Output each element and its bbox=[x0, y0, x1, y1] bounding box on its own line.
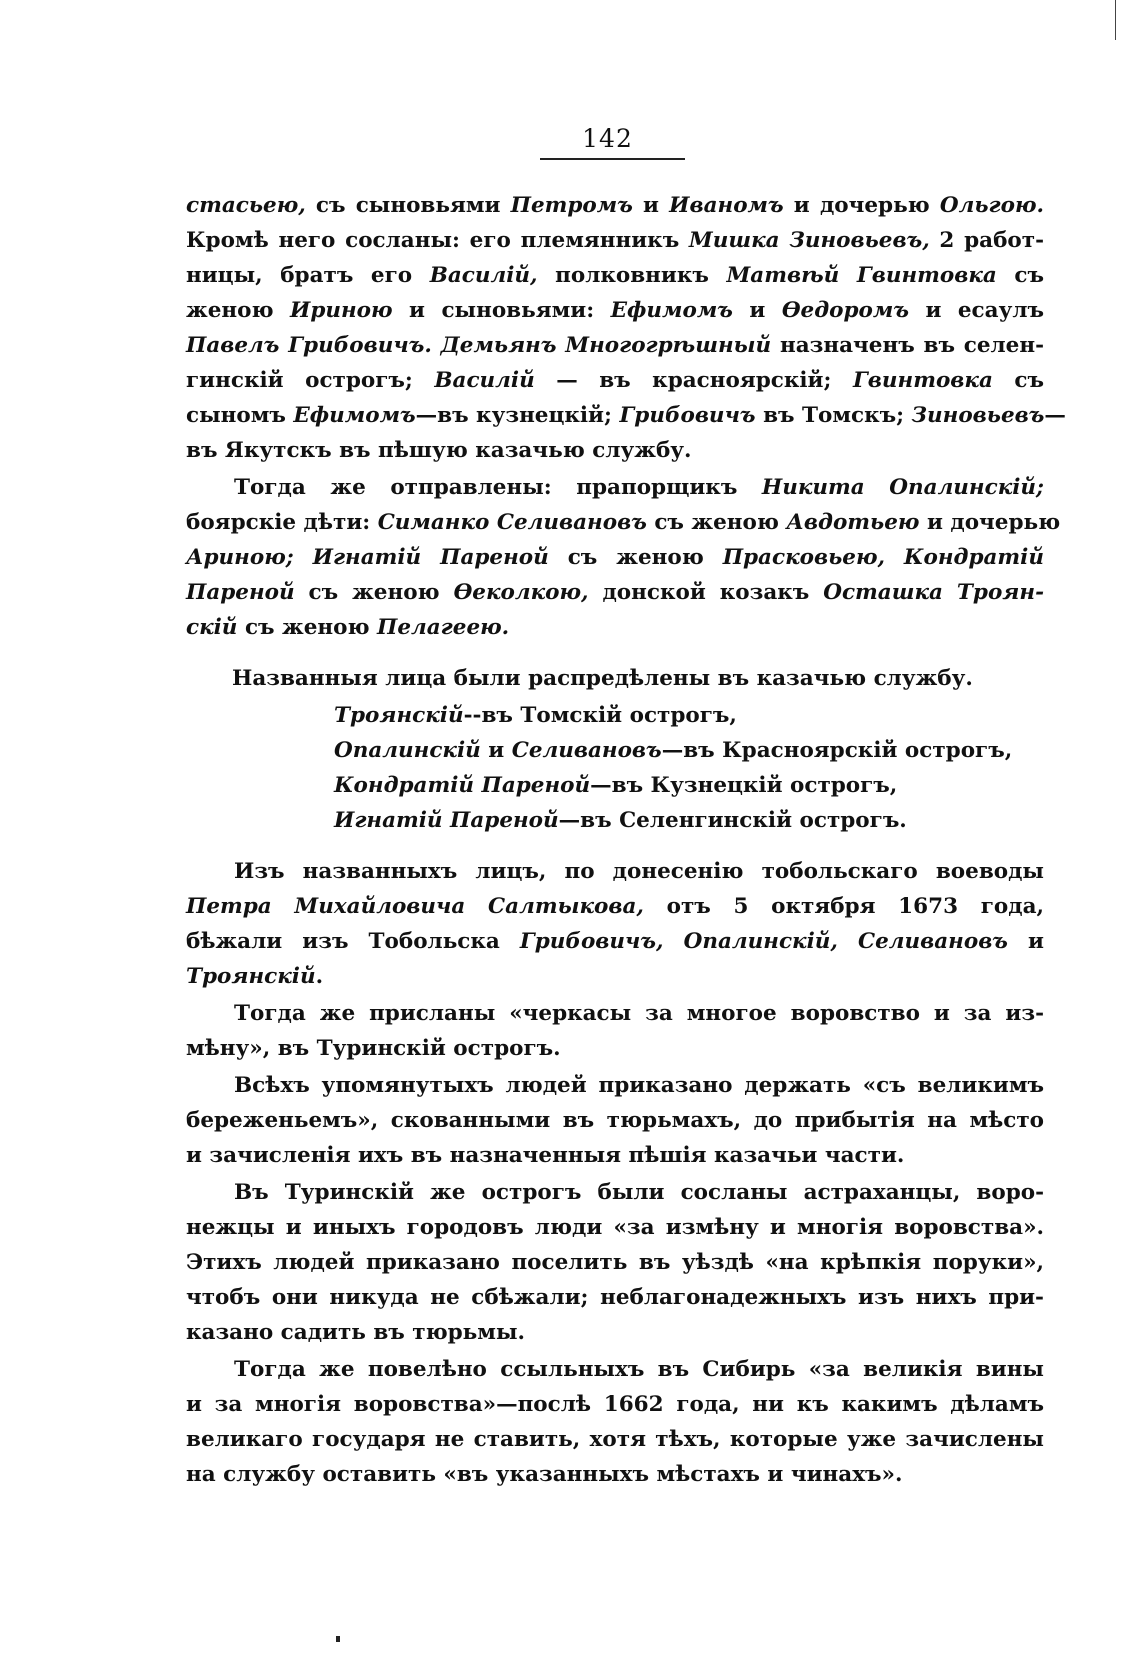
text-line: сыномъ Ефимомъ—въ кузнецкій; Грибовичъ въ Томскъ; Зиновьевъ— bbox=[186, 403, 1066, 428]
text-line: мѣну», въ Туринскій острогъ. bbox=[186, 1036, 561, 1061]
text-line: и зачисленія ихъ въ назначенныя пѣшія казачьи части. bbox=[186, 1143, 905, 1168]
paragraph-3 bbox=[186, 661, 1044, 696]
text-line: женою Ириною и сыновьями: Ефимомъ и Ѳедоромъ и есаулъ bbox=[186, 298, 1044, 323]
name-italic: Гвинтовка bbox=[852, 368, 993, 393]
text-line: Троянскій. bbox=[186, 964, 324, 989]
text-line: ницы, братъ его Василій, полковникъ Матвѣй Гвинтовка съ bbox=[186, 263, 1044, 288]
name-italic: Ариною; bbox=[186, 545, 294, 570]
text-line: Пареной съ женою Ѳеколкою, донской козакъ Осташка Троян- bbox=[186, 580, 1044, 605]
list-item: Опалинскій и Селивановъ—въ Красноярскій острогъ, bbox=[334, 738, 1013, 763]
text-line: великаго государя не ставить, хотя тѣхъ, которые уже зачислены bbox=[186, 1427, 1044, 1452]
name-italic: Троянскій bbox=[334, 703, 464, 728]
text-line: Изъ названныхъ лицъ, по донесенію тобольскаго воеводы bbox=[234, 859, 1044, 884]
paragraph-7 bbox=[186, 1175, 1044, 1350]
text-line: стасьею, съ сыновьями Петромъ и Иваномъ и дочерью Ольгою. bbox=[186, 193, 1044, 218]
text-line: чтобъ они никуда не сбѣжали; неблагонадежныхъ изъ нихъ при- bbox=[186, 1285, 1044, 1310]
text-line: казано садить въ тюрьмы. bbox=[186, 1320, 525, 1345]
scan-edge-line bbox=[1115, 0, 1116, 40]
text-line: Тогда же отправлены: прапорщикъ Никита Опалинскій; bbox=[234, 475, 1044, 500]
assignment-list bbox=[186, 698, 1044, 838]
name-italic: стасьею, bbox=[186, 193, 306, 218]
name-italic: Пареной bbox=[186, 580, 295, 605]
text-line: Названныя лица были распредѣлены въ казачью службу. bbox=[232, 666, 973, 691]
name-italic: Игнатій Пареной bbox=[312, 545, 549, 570]
paragraph-8 bbox=[186, 1352, 1044, 1492]
text-line: Павелъ Грибовичъ. Демьянъ Многогрѣшный назначенъ въ селен- bbox=[186, 333, 1045, 358]
paragraph-4 bbox=[186, 854, 1044, 994]
list-item: Кондратій Пареной—въ Кузнецкій острогъ, bbox=[334, 773, 898, 798]
name-italic: Кондратій bbox=[903, 545, 1044, 570]
name-italic: Петромъ bbox=[510, 193, 633, 218]
text-line: и за многія воровства»—послѣ 1662 года, ни къ какимъ дѣламъ bbox=[186, 1392, 1044, 1417]
body-text bbox=[186, 188, 1066, 1492]
name-italic: Ириною bbox=[290, 298, 393, 323]
text-line: Этихъ людей приказано поселить въ уѣздѣ «на крѣпкія поруки», bbox=[186, 1250, 1044, 1275]
name-italic: Симанко Селивановъ bbox=[377, 510, 647, 535]
text-line: Ариною; Игнатій Пареной съ женою Прасковьею, Кондратій bbox=[186, 545, 1044, 570]
name-italic: Никита Опалинскій; bbox=[761, 475, 1044, 500]
name-italic: Пелагеею. bbox=[377, 615, 510, 640]
name-italic: Иваномъ bbox=[669, 193, 784, 218]
text-line: Тогда же присланы «черкасы за многое воровство и за из- bbox=[234, 1001, 1044, 1026]
text-line: боярскіе дѣти: Симанко Селивановъ съ женою Авдотьею и дочерью bbox=[186, 510, 1061, 535]
text-line: Тогда же повелѣно ссыльныхъ въ Сибирь «за великія вины bbox=[234, 1357, 1044, 1382]
name-italic: Демьянъ Многогрѣшный bbox=[440, 333, 772, 358]
name-italic: Грибовичъ bbox=[619, 403, 756, 428]
text-line: скій съ женою Пелагеею. bbox=[186, 615, 510, 640]
paragraph-2 bbox=[186, 470, 1061, 645]
name-italic: Опалинскій bbox=[334, 738, 481, 763]
text-line: нежцы и иныхъ городовъ люди «за измѣну и многія воровства». bbox=[186, 1215, 1044, 1240]
name-italic: Матвѣй Гвинтовка bbox=[726, 263, 997, 288]
name-italic: скій bbox=[186, 615, 238, 640]
text-line: гинскій острогъ; Василій — въ красноярскій; Гвинтовка съ bbox=[186, 368, 1044, 393]
text-line: Всѣхъ упомянутыхъ людей приказано держать «съ великимъ bbox=[234, 1073, 1044, 1098]
ink-speck bbox=[336, 1636, 340, 1642]
text-line: береженьемъ», скованными въ тюрьмахъ, до прибытія на мѣсто bbox=[186, 1108, 1044, 1133]
name-italic: Ефимомъ bbox=[293, 403, 416, 428]
name-italic: Кондратій Пареной bbox=[334, 773, 591, 798]
name-italic: Зиновьевъ bbox=[911, 403, 1045, 428]
text-line: Въ Туринскій же острогъ были сосланы астраханцы, воро- bbox=[234, 1180, 1044, 1205]
name-italic: Авдотьею bbox=[786, 510, 920, 535]
name-italic: Осташка Троян- bbox=[823, 580, 1044, 605]
name-italic: Василій, bbox=[429, 263, 538, 288]
name-italic: Грибовичъ, bbox=[519, 929, 664, 954]
text-line: Петра Михайловича Салтыкова, отъ 5 октября 1673 года, bbox=[186, 894, 1044, 919]
name-italic: Мишка Зиновьевъ, bbox=[688, 228, 930, 253]
paragraph-5 bbox=[186, 996, 1044, 1066]
name-italic: Ѳедоромъ bbox=[781, 298, 909, 323]
page-number: 142 bbox=[582, 124, 633, 153]
name-italic: Петра Михайловича Салтыкова, bbox=[186, 894, 644, 919]
text-line: на службу оставить «въ указанныхъ мѣстахъ и чинахъ». bbox=[186, 1462, 903, 1487]
name-italic: Павелъ Грибовичъ. bbox=[186, 333, 432, 358]
header-rule bbox=[540, 158, 685, 160]
text-line: въ Якутскъ въ пѣшую казачью службу. bbox=[186, 438, 692, 463]
name-italic: Василій bbox=[434, 368, 535, 393]
name-italic: Ольгою. bbox=[939, 193, 1044, 218]
paragraph-1 bbox=[186, 188, 1066, 468]
text-line: бѣжали изъ Тобольска Грибовичъ, Опалинскій, Селивановъ и bbox=[186, 929, 1044, 954]
name-italic: Прасковьею, bbox=[722, 545, 885, 570]
name-italic: Селивановъ bbox=[511, 738, 662, 763]
name-italic: Опалинскій, bbox=[683, 929, 838, 954]
name-italic: Селивановъ bbox=[857, 929, 1008, 954]
name-italic: Ѳеколкою, bbox=[453, 580, 589, 605]
paragraph-6 bbox=[186, 1068, 1044, 1173]
name-italic: Игнатій Пареной bbox=[334, 808, 559, 833]
list-item: Игнатій Пареной—въ Селенгинскій острогъ. bbox=[334, 808, 907, 833]
list-item: Троянскій--въ Томскій острогъ, bbox=[334, 703, 737, 728]
name-italic: Ефимомъ bbox=[610, 298, 733, 323]
name-italic: Троянскій bbox=[186, 964, 316, 989]
text-line: Кромѣ него сосланы: его племянникъ Мишка Зиновьевъ, 2 работ- bbox=[186, 228, 1044, 253]
